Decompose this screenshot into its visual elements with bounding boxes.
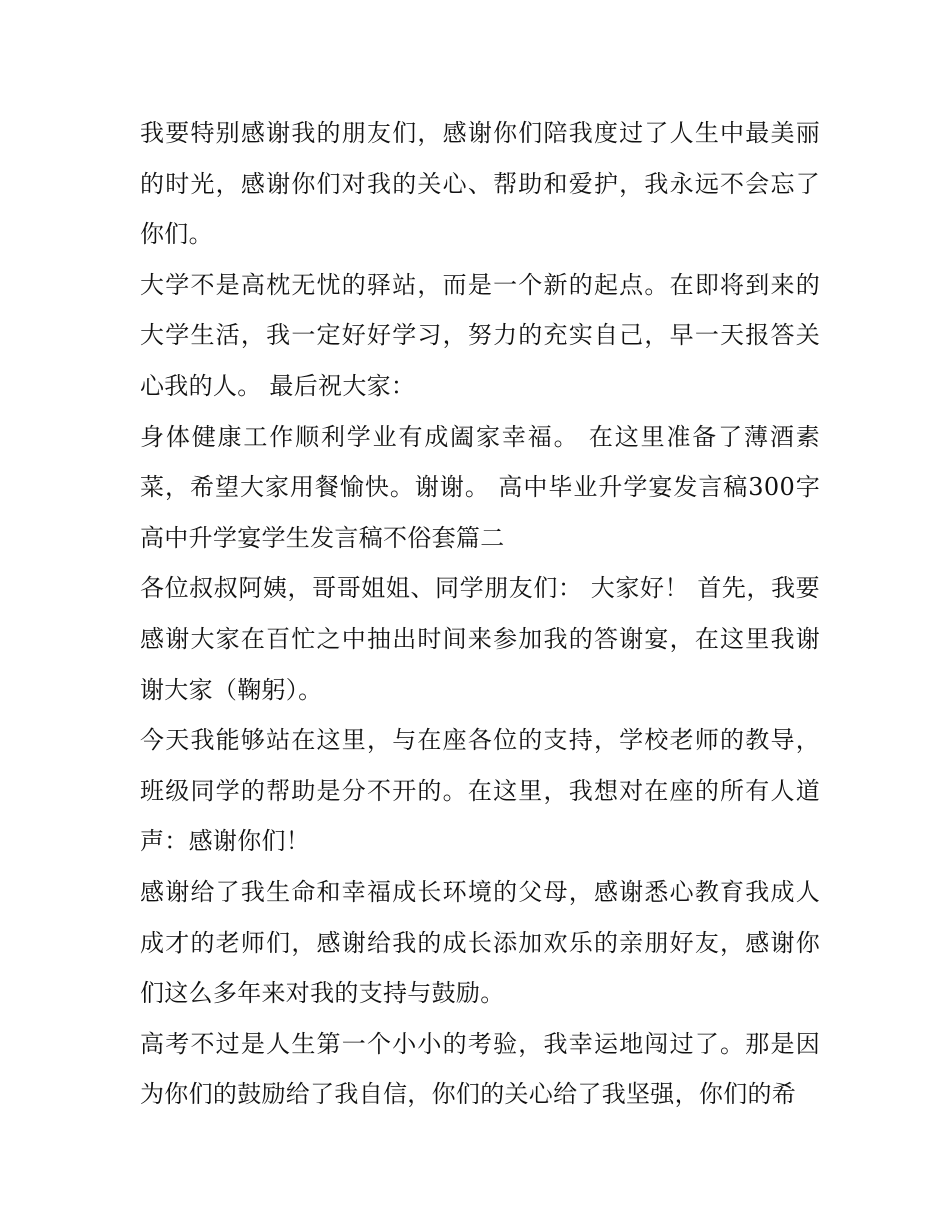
paragraph-thanks-parents-teachers: 感谢给了我生命和幸福成长环境的父母，感谢悉心教育我成人成才的老师们，感谢给我的成长添加欢乐的亲朋好友，感谢你们这么多年来对我的支持与鼓励。 <box>140 877 820 1008</box>
paragraph-thanks-friends: 我要特别感谢我的朋友们，感谢你们陪我度过了人生中最美丽的时光，感谢你们对我的关心、帮助和爱护，我永远不会忘了你们。 <box>140 119 820 249</box>
paragraph-gaokao: 高考不过是人生第一个小小的考验，我幸运地闯过了。那是因为你们的鼓励给了我自信，你们的关心给了我坚强，你们的希 <box>140 1029 820 1109</box>
paragraph-greeting: 各位叔叔阿姨，哥哥姐姐、同学朋友们： 大家好！ 首先，我要感谢大家在百忙之中抽出时间来参加我的答谢宴，在这里我谢谢大家（鞠躬）。 <box>140 574 820 704</box>
paragraph-gratitude-all: 今天我能够站在这里，与在座各位的支持，学校老师的教导，班级同学的帮助是分不开的。在这里，我想对在座的所有人道声：感谢你们！ <box>140 726 820 856</box>
paragraph-university-start: 大学不是高枕无忧的驿站，而是一个新的起点。在即将到来的大学生活，我一定好好学习，努力的充实自己，早一天报答关心我的人。 最后祝大家： <box>140 270 820 400</box>
document-body <box>140 108 820 1120</box>
paragraph-wishes-and-title: 身体健康工作顺利学业有成阖家幸福。 在这里准备了薄酒素菜，希望大家用餐愉快。谢谢。 高中毕业升学宴发言稿300字 高中升学宴学生发言稿不俗套篇二 <box>140 422 820 552</box>
